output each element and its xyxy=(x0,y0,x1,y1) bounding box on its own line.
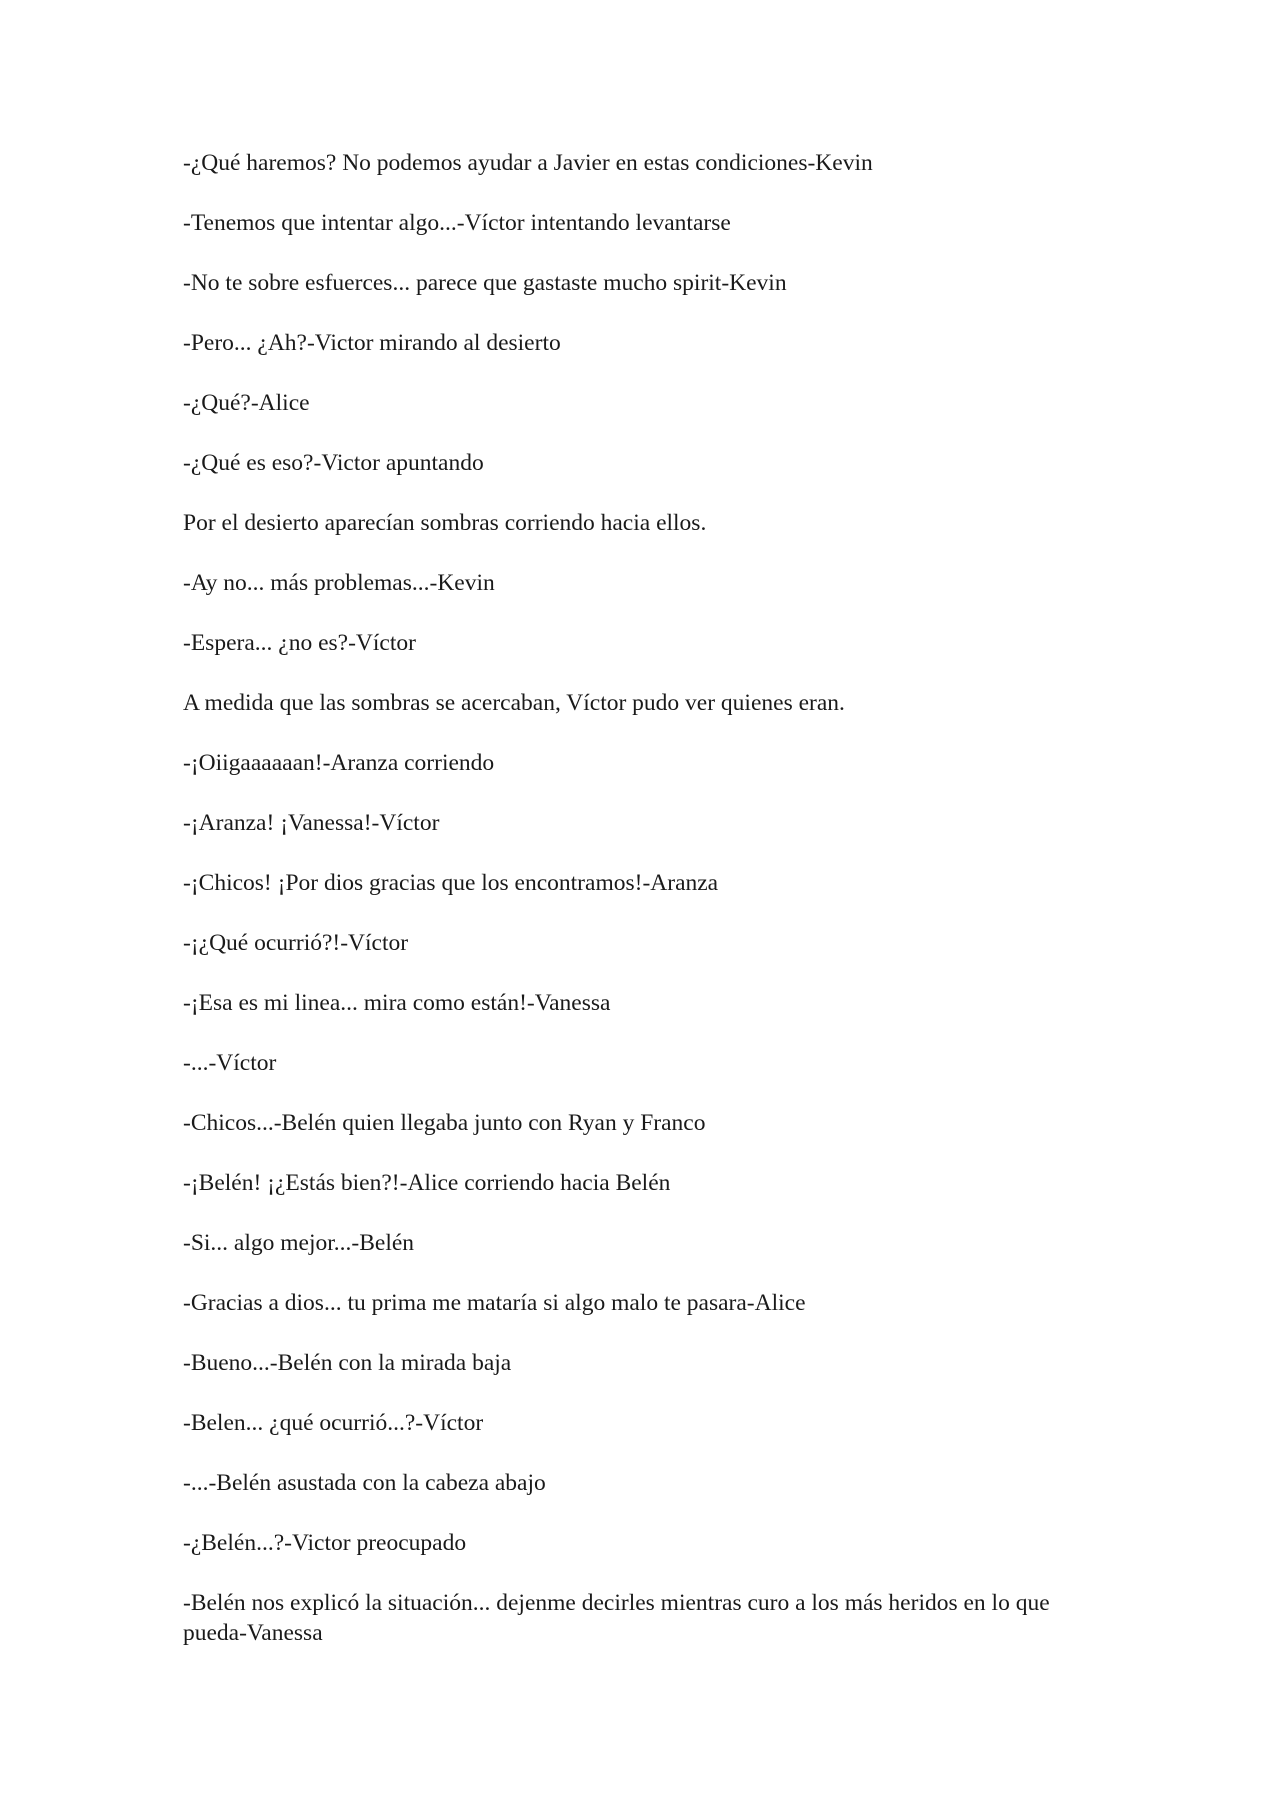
text-line: -¿Qué?-Alice xyxy=(183,390,310,416)
text-line: -Chicos...-Belén quien llegaba junto con Ryan y Franco xyxy=(183,1110,706,1136)
text-line: -Tenemos que intentar algo...-Víctor intentando levantarse xyxy=(183,210,731,236)
text-line: -Belen... ¿qué ocurrió...?-Víctor xyxy=(183,1410,484,1436)
text-line: -¡Oiigaaaaaan!-Aranza corriendo xyxy=(183,750,495,776)
text-line: -No te sobre esfuerces... parece que gastaste mucho spirit-Kevin xyxy=(183,270,787,296)
text-line: -Espera... ¿no es?-Víctor xyxy=(183,630,416,656)
text-line: -Pero... ¿Ah?-Victor mirando al desierto xyxy=(183,330,561,356)
text-line: -Ay no... más problemas...-Kevin xyxy=(183,570,495,596)
text-line: -¡Chicos! ¡Por dios gracias que los encontramos!-Aranza xyxy=(183,870,719,896)
text-line: -...-Belén asustada con la cabeza abajo xyxy=(183,1470,546,1496)
text-line: -¿Qué es eso?-Victor apuntando xyxy=(183,450,484,476)
text-line: -¡Esa es mi linea... mira como están!-Vanessa xyxy=(183,990,611,1016)
text-line: -¿Belén...?-Victor preocupado xyxy=(183,1530,467,1556)
text-line: A medida que las sombras se acercaban, Víctor pudo ver quienes eran. xyxy=(183,690,845,716)
story-text xyxy=(183,148,1103,1678)
text-line: -...-Víctor xyxy=(183,1050,277,1076)
text-line: -Si... algo mejor...-Belén xyxy=(183,1230,415,1256)
text-line: -¡Aranza! ¡Vanessa!-Víctor xyxy=(183,810,440,836)
text-line: -Belén nos explicó la situación... dejenme decirles mientras curo a los más heridos en lo que pueda-Vanessa xyxy=(183,1590,1050,1646)
text-line: -¿Qué haremos? No podemos ayudar a Javier en estas condiciones-Kevin xyxy=(183,150,873,176)
text-line: -¡¿Qué ocurrió?!-Víctor xyxy=(183,930,409,956)
text-line: -¡Belén! ¡¿Estás bien?!-Alice corriendo hacia Belén xyxy=(183,1170,671,1196)
text-line: -Bueno...-Belén con la mirada baja xyxy=(183,1350,512,1376)
text-line: Por el desierto aparecían sombras corriendo hacia ellos. xyxy=(183,510,707,536)
text-line: -Gracias a dios... tu prima me mataría si algo malo te pasara-Alice xyxy=(183,1290,806,1316)
